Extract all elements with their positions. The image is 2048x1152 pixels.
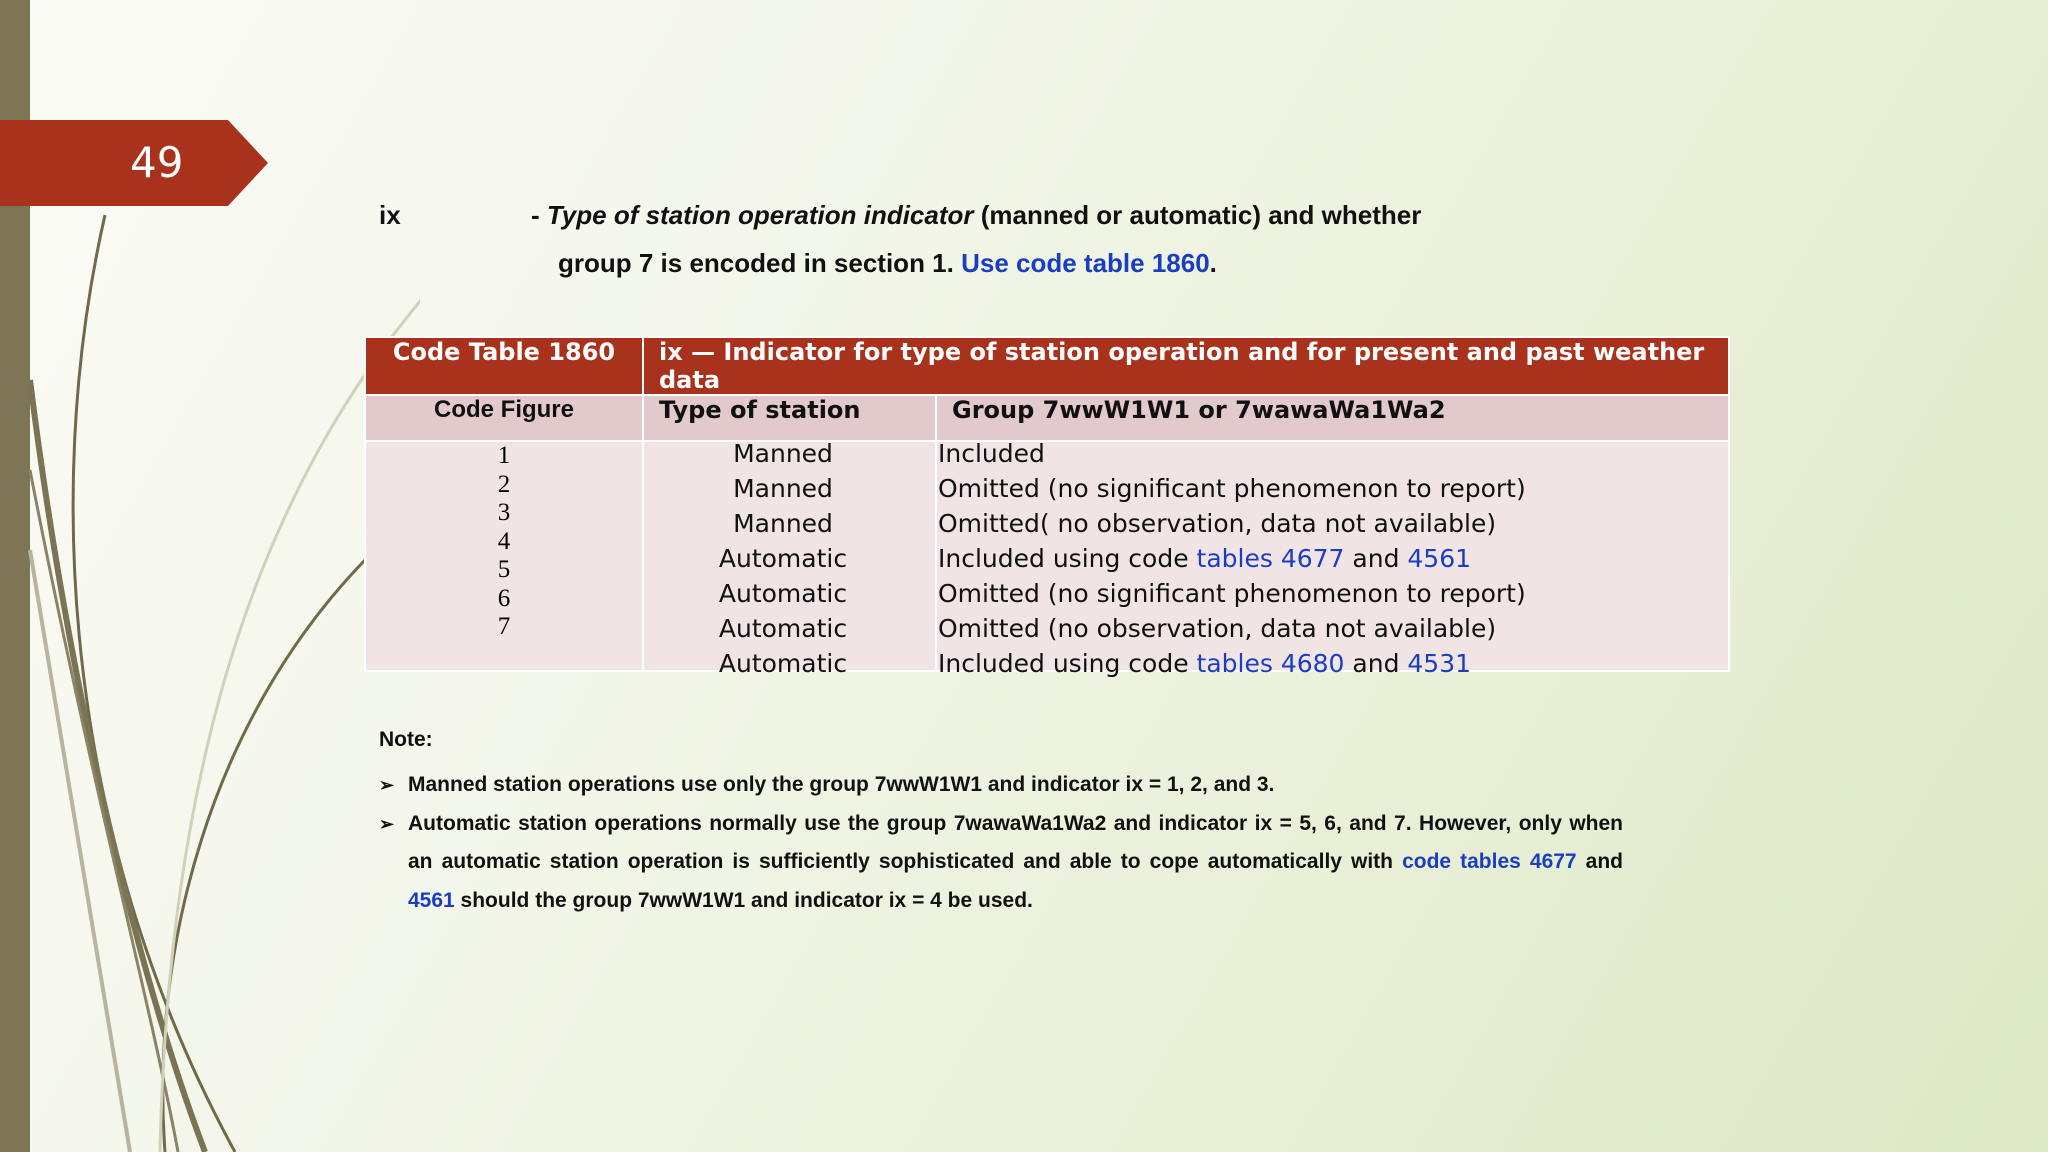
group-desc-mid: and (1344, 544, 1408, 573)
station-type: Automatic (718, 544, 848, 573)
note-section (379, 728, 1623, 920)
code-figure: 2 (497, 470, 511, 498)
group-desc: Omitted( no observation, data not available) (938, 509, 1497, 538)
station-type: Manned (733, 439, 833, 468)
station-types-list (645, 432, 921, 677)
table-4561-note-link[interactable]: 4561 (408, 888, 455, 912)
code-figure: 3 (497, 499, 511, 526)
code-figure: 7 (497, 613, 511, 640)
intro-text (379, 200, 1679, 278)
station-type: Manned (733, 474, 833, 503)
code-figure: 4 (497, 527, 511, 555)
table-title-right: ix — Indicator for type of station operation and for present and past weather data (643, 337, 1729, 395)
note-item (379, 766, 1623, 805)
group-descriptions-list (938, 432, 1526, 677)
group-desc-prefix: Included using code (938, 544, 1197, 573)
station-type: Automatic (718, 614, 848, 643)
intro-description (531, 200, 1421, 231)
col-code-figure: Code Figure (365, 395, 643, 441)
table-4531-link[interactable]: 4531 (1407, 649, 1472, 678)
arrow-bullet-icon: ➢ (379, 813, 395, 834)
intro-line2 (558, 248, 1217, 279)
col-type-of-station: Type of station (643, 395, 936, 441)
page-number: 49 (130, 138, 184, 187)
intro-period: . (1209, 248, 1217, 278)
group-desc (938, 642, 1526, 677)
tables-4677-link[interactable]: tables 4677 (1196, 544, 1345, 573)
code-figure: 5 (497, 556, 511, 583)
note-item-text-end: should the group 7wwW1W1 and indicator ix = 4 be used. (454, 888, 1033, 912)
station-type: Automatic (718, 649, 848, 678)
note-item-text: Manned station operations use only the group 7wwW1W1 and indicator ix = 1, 2, and 3. (408, 773, 1275, 796)
intro-dash: - (531, 200, 547, 230)
station-type: Automatic (718, 579, 848, 608)
intro-title-italic: Type of station operation indicator (546, 200, 974, 230)
table-title-row (365, 337, 1729, 395)
note-title: Note: (379, 728, 433, 751)
group-desc-prefix: Included using code (938, 649, 1197, 678)
code-figure: 1 (497, 442, 511, 469)
tables-4680-link[interactable]: tables 4680 (1196, 649, 1345, 678)
note-item (379, 805, 1623, 921)
col-group: Group 7wwW1W1 or 7wawaWa1Wa2 (936, 395, 1729, 441)
group-desc: Omitted (no observation, data not available) (938, 614, 1497, 643)
code-tables-4677-link[interactable]: code tables 4677 (1402, 850, 1577, 873)
group-desc: Included (938, 439, 1045, 468)
intro-symbol: ix (379, 200, 401, 230)
note-and: and (1576, 850, 1624, 873)
note-item-text: Automatic station operations normally use the group 7wawaWa1Wa2 and indicator ix = 5, 6, and 7. However, only when an automatic station operation is sufficiently sophisticated and able to cope automatically with (408, 811, 1623, 873)
table-4561-link[interactable]: 4561 (1407, 544, 1472, 573)
group-desc: Omitted (no significant phenomenon to report) (938, 579, 1526, 608)
table-title-left: Code Table 1860 (365, 337, 643, 395)
code-figures-cell (365, 441, 643, 671)
group-desc-mid: and (1344, 649, 1408, 678)
group-desc (938, 537, 1526, 572)
intro-line2-text: group 7 is encoded in section 1. (558, 248, 962, 278)
code-table-1860-link[interactable]: Use code table 1860 (961, 248, 1210, 278)
arrow-bullet-icon: ➢ (379, 775, 395, 795)
group-desc: Omitted (no significant phenomenon to report) (938, 474, 1526, 503)
intro-title-rest: (manned or automatic) and whether (973, 200, 1422, 230)
code-figure: 6 (497, 584, 511, 612)
station-type: Manned (733, 509, 833, 538)
